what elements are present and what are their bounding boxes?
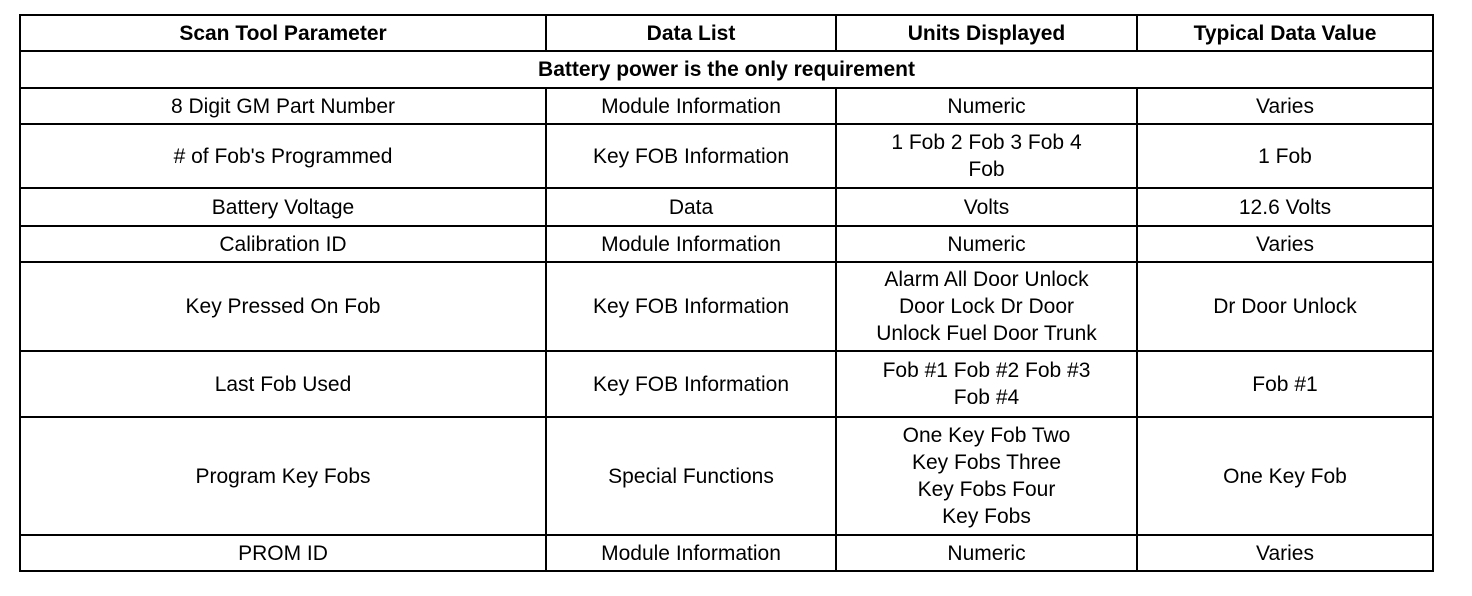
table-row — [20, 88, 1433, 124]
units-line: Fob #4 — [953, 386, 1020, 409]
cell-units — [836, 417, 1137, 535]
units-line: Key Fobs Three — [911, 451, 1062, 474]
header-scan-tool-parameter: Scan Tool Parameter — [20, 15, 546, 51]
cell-units — [836, 124, 1137, 188]
units-line: Fob — [968, 158, 1005, 181]
cell-units — [836, 88, 1137, 124]
units-line: Numeric — [947, 541, 1026, 565]
units-line: Numeric — [947, 94, 1026, 118]
cell-typical-value: Fob #1 — [1137, 351, 1433, 417]
units-line: Key Fobs — [942, 505, 1031, 528]
scan-tool-data-table — [19, 14, 1434, 572]
cell-parameter: Last Fob Used — [20, 351, 546, 417]
cell-units — [836, 262, 1137, 351]
cell-data-list: Key FOB Information — [546, 262, 836, 351]
header-data-list: Data List — [546, 15, 836, 51]
table-row — [20, 351, 1433, 417]
table-row — [20, 226, 1433, 262]
table-row — [20, 262, 1433, 351]
cell-typical-value: One Key Fob — [1137, 417, 1433, 535]
units-line: Door Lock Dr Door — [898, 295, 1075, 318]
units-line: Fob #1 Fob #2 Fob #3 — [882, 359, 1091, 382]
cell-typical-value: Varies — [1137, 535, 1433, 571]
units-line: 1 Fob 2 Fob 3 Fob 4 — [891, 131, 1082, 154]
header-row — [20, 15, 1433, 51]
cell-data-list: Module Information — [546, 226, 836, 262]
cell-data-list: Key FOB Information — [546, 351, 836, 417]
cell-typical-value: Varies — [1137, 88, 1433, 124]
table-row — [20, 535, 1433, 571]
units-line: Key Fobs Four — [917, 478, 1056, 501]
section-row — [20, 51, 1433, 88]
units-line: Alarm All Door Unlock — [884, 268, 1089, 291]
cell-units — [836, 535, 1137, 571]
cell-data-list: Special Functions — [546, 417, 836, 535]
cell-data-list: Module Information — [546, 88, 836, 124]
table-row — [20, 124, 1433, 188]
table-row — [20, 417, 1433, 535]
cell-units — [836, 188, 1137, 226]
cell-typical-value: Dr Door Unlock — [1137, 262, 1433, 351]
cell-typical-value: 12.6 Volts — [1137, 188, 1433, 226]
header-units-displayed: Units Displayed — [836, 15, 1137, 51]
cell-typical-value: 1 Fob — [1137, 124, 1433, 188]
table-row — [20, 188, 1433, 226]
cell-parameter: Program Key Fobs — [20, 417, 546, 535]
cell-parameter: Battery Voltage — [20, 188, 546, 226]
cell-units — [836, 351, 1137, 417]
units-line: One Key Fob Two — [902, 424, 1071, 447]
header-typical-data-value: Typical Data Value — [1137, 15, 1433, 51]
units-line: Numeric — [947, 232, 1026, 256]
units-line: Unlock Fuel Door Trunk — [876, 322, 1097, 345]
cell-units — [836, 226, 1137, 262]
cell-parameter: 8 Digit GM Part Number — [20, 88, 546, 124]
cell-parameter: Key Pressed On Fob — [20, 262, 546, 351]
cell-data-list: Key FOB Information — [546, 124, 836, 188]
cell-data-list: Data — [546, 188, 836, 226]
cell-parameter: PROM ID — [20, 535, 546, 571]
cell-parameter: Calibration ID — [20, 226, 546, 262]
cell-data-list: Module Information — [546, 535, 836, 571]
cell-parameter: # of Fob's Programmed — [20, 124, 546, 188]
section-label: Battery power is the only requirement — [20, 51, 1433, 88]
cell-typical-value: Varies — [1137, 226, 1433, 262]
units-line: Volts — [963, 195, 1010, 219]
